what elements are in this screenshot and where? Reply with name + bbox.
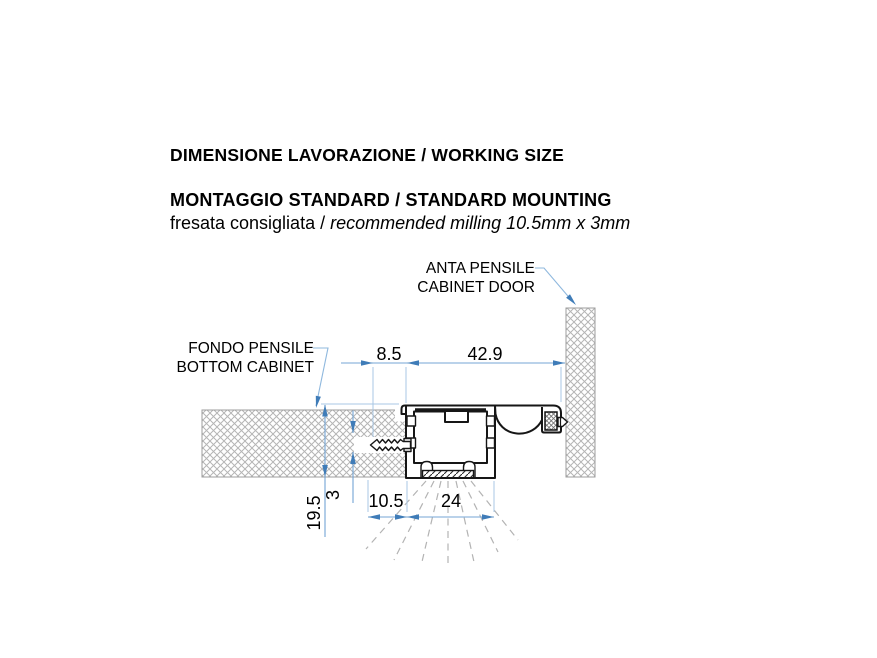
- dim-profile-width: 24: [440, 491, 462, 511]
- bottom-cabinet-label-line1: FONDO PENSILE: [188, 340, 314, 357]
- dim-milling-width: 10.5: [368, 491, 404, 511]
- dim-milling-depth: 3: [323, 490, 343, 501]
- cabinet-door-label-line2: CABINET DOOR: [417, 278, 535, 296]
- page-title: DIMENSIONE LAVORAZIONE / WORKING SIZE: [170, 145, 565, 165]
- cabinet-door-label-line1: ANTA PENSILE: [425, 260, 535, 277]
- milling-note-detail: recommended milling 10.5mm x 3mm: [330, 213, 631, 233]
- milling-note-prefix: fresata consigliata /: [170, 213, 331, 233]
- bottom-cabinet-label-line2: BOTTOM CABINET: [176, 358, 314, 376]
- mounting-title: MONTAGGIO STANDARD / STANDARD MOUNTING: [170, 190, 612, 210]
- wall-notch: [407, 416, 416, 426]
- milling-note: [170, 213, 630, 234]
- wall-notch: [487, 438, 495, 448]
- cabinet-door-label: [335, 260, 535, 297]
- led-mount-tab: [445, 411, 468, 422]
- profile-diffuser: [423, 471, 474, 479]
- bottom-cabinet-label: [114, 340, 314, 377]
- dim-mounting-height: 19.5: [304, 495, 324, 531]
- dim-door-distance: 42.9: [467, 344, 503, 364]
- wall-notch: [487, 416, 495, 426]
- dim-screw-offset: 8.5: [376, 344, 402, 364]
- cabinet-door-panel: [566, 308, 595, 477]
- adhesive-tape: [545, 412, 557, 430]
